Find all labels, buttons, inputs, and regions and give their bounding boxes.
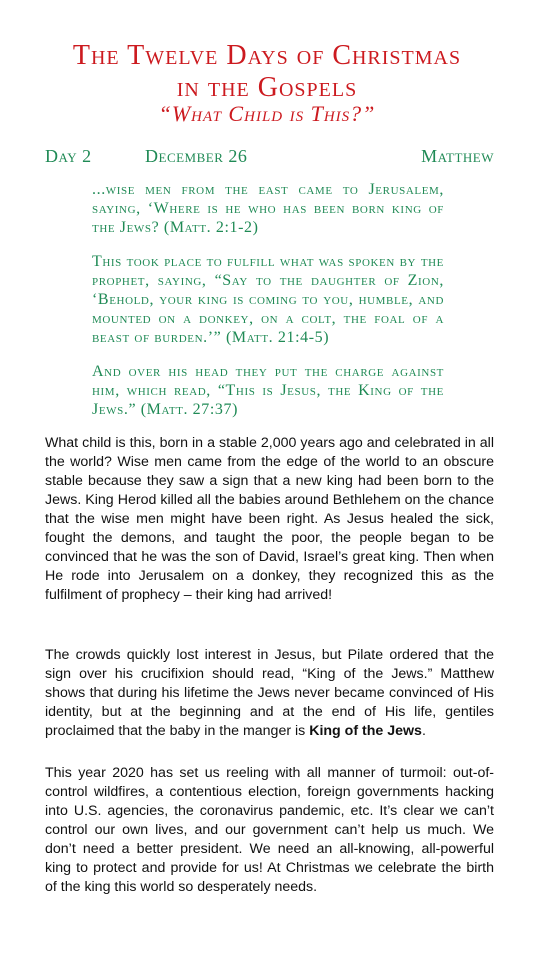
- day-label: Day 2: [45, 146, 92, 166]
- body-paragraph-1: What child is this, born in a stable 2,000 years ago and celebrated in all the world? Wise men came from the edge of the world to an obscure stable because they saw a sign that a new king had been born to the Jews. King Herod killed all the babies around Bethlehem on the chance that the wise men might have been right. As Jesus healed the sick, fought the demons, and taught the poor, the people began to be convinced that he was the son of David, Israel’s great king. Then when He rode into Jerusalem on a donkey, they recognized this as the fulfilment of prophecy – their king had arrived!: [45, 435, 494, 603]
- body-paragraph-2-end: .: [421, 723, 426, 739]
- date-label: December 26: [145, 146, 248, 166]
- page-title-line-2: in the Gospels: [176, 72, 358, 103]
- book-label: Matthew: [421, 146, 494, 166]
- scripture-verse-3: And over his head they put the charge against him, which read, “This is Jesus, the King of the Jews.” (Matt. 27:37): [92, 363, 444, 418]
- scripture-verse-2: This took place to fulfill what was spoken by the prophet, saying, “Say to the daughter of Zion, ‘Behold, your king is coming to you, humble, and mounted on a donkey, on a colt, the foal of a beast of burden.’” (Matt. 21:4-5): [92, 253, 444, 346]
- page-title-line-1: The Twelve Days of Christmas: [72, 40, 462, 71]
- body-paragraph-2-text: The crowds quickly lost interest in Jesus, but Pilate ordered that the sign over his crucifixion should read, “King of the Jews.” Matthew shows that during his lifetime the Jews never became convinced of His identity, but at the beginning and at the end of His life, gentiles proclaimed that the baby in the manger is: [45, 647, 494, 739]
- scripture-verse-1: ...wise men from the east came to Jerusalem, saying, ‘Where is he who has been born king of the Jews? (Matt. 2:1-2): [92, 181, 444, 236]
- day-header: [45, 146, 494, 168]
- page-subtitle: “What Child is This?”: [158, 101, 376, 126]
- body-paragraph-2: [45, 646, 494, 741]
- body-paragraph-2-emphasis: King of the Jews: [309, 723, 422, 739]
- body-paragraph-3: This year 2020 has set us reeling with all manner of turmoil: out-of-control wildfires, a contentious election, foreign governments hacking into U.S. agencies, the coronavirus pandemic, etc. It’s clear we can’t control our own lives, and our government can’t help us much. We don’t need a better president. We need an all-knowing, all-powerful king to protect and provide for us! At Christmas we celebrate the birth of the king this world so desperately needs.: [45, 765, 494, 895]
